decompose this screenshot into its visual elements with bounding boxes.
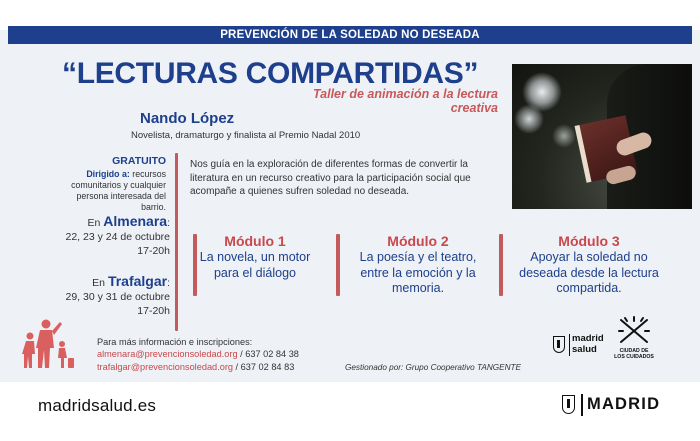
module-title: Módulo 1 — [224, 233, 286, 249]
module-bracket — [499, 234, 503, 296]
location-suffix: : — [167, 277, 170, 289]
module-title: Módulo 2 — [387, 233, 449, 249]
header-banner: PREVENCIÓN DE LA SOLEDAD NO DESEADA — [8, 26, 692, 44]
email-link[interactable]: almenara@prevencionsoledad.org — [97, 349, 238, 359]
logo-line: CIUDAD DE — [619, 348, 649, 354]
footer — [0, 382, 700, 441]
module-text: La novela, un motor para el diálogo — [199, 250, 311, 280]
website-link[interactable]: madridsalud.es — [38, 396, 157, 415]
audience-text — [60, 169, 166, 213]
author-description: Novelista, dramaturgo y finalista al Premio Nadal 2010 — [131, 130, 361, 141]
location-prefix: En — [92, 277, 106, 289]
logo-line: salud — [572, 343, 597, 355]
location-time: 17-20h — [137, 245, 170, 257]
madridsalud-logo-text — [572, 334, 604, 355]
contact-separator: / — [233, 362, 241, 372]
audience-label: Dirigido a: — [86, 169, 130, 179]
author-name: Nando López — [140, 110, 235, 127]
module-2 — [350, 233, 486, 297]
module-text: Apoyar la soledad no deseada desde la lectura compartida. — [519, 250, 659, 295]
family-illustration-icon — [16, 318, 76, 370]
audience-block — [60, 155, 166, 213]
audience-description: recursos comunitarios y cualquier persona interesada del barrio. — [71, 169, 166, 212]
logo-line: LOS CUIDADOS — [614, 354, 654, 360]
module-text: La poesía y el teatro, entre la emoción y la memoria. — [359, 250, 477, 295]
phone-number: 637 02 84 38 — [245, 349, 299, 359]
location-prefix: En — [87, 217, 101, 229]
managed-by: Gestionado por: Grupo Cooperativo TANGENTE — [345, 363, 521, 372]
module-1 — [196, 233, 314, 281]
contact-label: Para más información e inscripciones: — [97, 337, 253, 347]
madrid-crest-icon — [553, 336, 565, 353]
contact-row — [97, 361, 299, 374]
logo-line: madrid — [572, 333, 604, 344]
location-place: Trafalgar — [107, 273, 168, 289]
divider-line — [175, 153, 178, 331]
contact-block — [97, 336, 299, 374]
ciudad-cuidados-logo — [609, 316, 659, 360]
price-label: GRATUITO — [112, 155, 166, 167]
phone-number: 637 02 84 83 — [240, 362, 295, 372]
location-trafalgar — [0, 274, 170, 318]
location-time: 17-20h — [137, 305, 170, 317]
main-title: “LECTURAS COMPARTIDAS” — [62, 57, 479, 90]
location-place: Almenara — [103, 213, 168, 229]
module-3 — [514, 233, 664, 297]
location-suffix: : — [167, 217, 170, 229]
subtitle: Taller de animación a la lectura creativa — [312, 87, 498, 115]
email-link[interactable]: trafalgar@prevencionsoledad.org — [97, 362, 233, 372]
madrid-logo-text: MADRID — [587, 395, 661, 413]
module-title: Módulo 3 — [558, 233, 620, 249]
location-dates: 29, 30 y 31 de octubre — [65, 291, 170, 303]
intro-text: Nos guía en la exploración de diferentes formas de convertir la literatura en un recurso creativo para la participación social que acompañe a quienes sufren soledad no deseada. — [190, 159, 471, 197]
reading-photo — [512, 64, 692, 209]
location-dates: 22, 23 y 24 de octubre — [65, 231, 170, 243]
ciudad-cuidados-logo-icon — [617, 316, 651, 346]
madrid-crest-icon — [562, 395, 575, 414]
contact-separator: / — [237, 349, 246, 359]
contact-row — [97, 348, 299, 361]
module-bracket — [336, 234, 340, 296]
location-almenara — [0, 214, 170, 258]
